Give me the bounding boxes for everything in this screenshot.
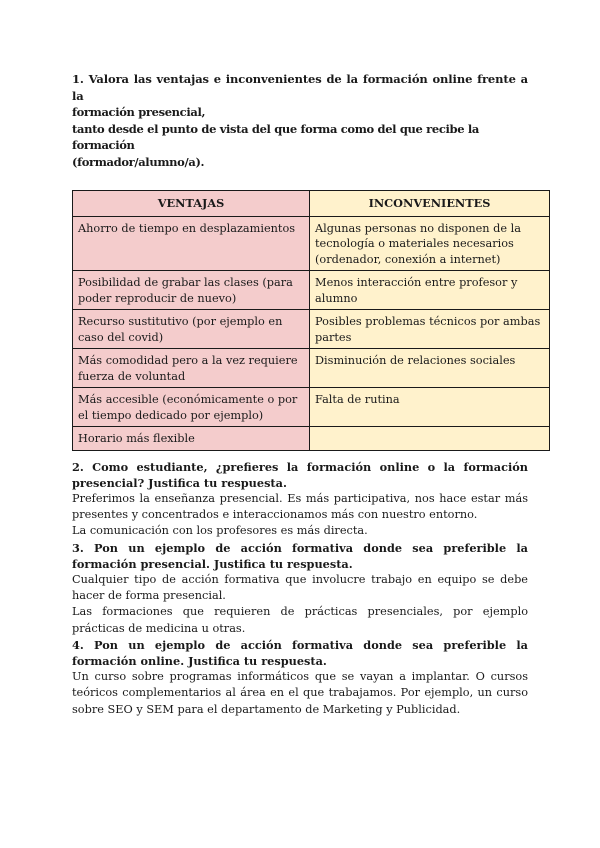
advantage-cell: Más comodidad pero a la vez requiere fuerza de voluntad bbox=[73, 349, 310, 388]
question-4-answer-1: Un curso sobre programas informáticos que se vayan a implantar. O cursos teóricos complementarios al área en el que trabajamos. Por ejemplo, un curso sobre SEO y SEM para el departamento de Marketing y Publicidad. bbox=[72, 670, 528, 716]
disadvantage-cell: Posibles problemas técnicos por ambas partes bbox=[310, 310, 550, 349]
question-3-heading: 3. Pon un ejemplo de acción formativa donde sea preferible la formación presencial. Justifica tu respuesta. bbox=[72, 540, 528, 571]
advantages-header: VENTAJAS bbox=[73, 191, 310, 217]
table-row bbox=[73, 349, 550, 388]
table-row bbox=[73, 216, 550, 271]
disadvantage-cell: Algunas personas no disponen de la tecnología o materiales necesarios (ordenador, conexión a internet) bbox=[310, 216, 550, 271]
table-row bbox=[73, 310, 550, 349]
question-1-line-4: (formador/alumno/a). bbox=[72, 154, 205, 169]
table-row bbox=[73, 271, 550, 310]
question-1-line-2: formación presencial, bbox=[72, 105, 206, 119]
advantage-cell: Ahorro de tiempo en desplazamientos bbox=[73, 216, 310, 271]
question-1-line-1: 1. Valora las ventajas e inconvenientes de la formación online frente a la bbox=[72, 72, 528, 103]
question-2-answer-2: La comunicación con los profesores es más directa. bbox=[72, 524, 368, 538]
disadvantage-cell: Disminución de relaciones sociales bbox=[310, 349, 550, 388]
advantage-cell: Recurso sustitutivo (por ejemplo en caso del covid) bbox=[73, 310, 310, 349]
advantage-cell: Posibilidad de grabar las clases (para poder reproducir de nuevo) bbox=[73, 271, 310, 310]
comparison-table bbox=[72, 190, 550, 451]
advantage-cell: Horario más flexible bbox=[73, 427, 310, 451]
question-1-heading bbox=[72, 71, 528, 170]
document-page bbox=[72, 71, 541, 718]
question-2-heading: 2. Como estudiante, ¿prefieres la formación online o la formación presencial? Justifica tu respuesta. bbox=[72, 459, 528, 490]
question-3-answer-1: Cualquier tipo de acción formativa que involucre trabajo en equipo se debe hacer de forma presencial. bbox=[72, 572, 528, 603]
question-4-heading: 4. Pon un ejemplo de acción formativa donde sea preferible la formación online. Justifica tu respuesta. bbox=[72, 637, 528, 668]
disadvantages-header: INCONVENIENTES bbox=[310, 191, 550, 217]
question-2-answer-1: Preferimos la enseñanza presencial. Es más participativa, nos hace estar más presentes y concentrados e interaccionamos más con nuestro entorno. bbox=[72, 491, 528, 522]
disadvantage-cell-empty bbox=[310, 427, 550, 451]
table-row bbox=[73, 427, 550, 451]
disadvantage-cell: Falta de rutina bbox=[310, 388, 550, 427]
disadvantage-cell: Menos interacción entre profesor y alumno bbox=[310, 271, 550, 310]
question-1-line-3: tanto desde el punto de vista del que forma como del que recibe la formación bbox=[72, 121, 479, 152]
table-row bbox=[73, 388, 550, 427]
question-3-answer-2: Las formaciones que requieren de prácticas presenciales, por ejemplo prácticas de medicina u otras. bbox=[72, 605, 528, 635]
table-header-row bbox=[73, 191, 550, 217]
advantage-cell: Más accesible (económicamente o por el tiempo dedicado por ejemplo) bbox=[73, 388, 310, 427]
answers-section bbox=[72, 459, 528, 718]
